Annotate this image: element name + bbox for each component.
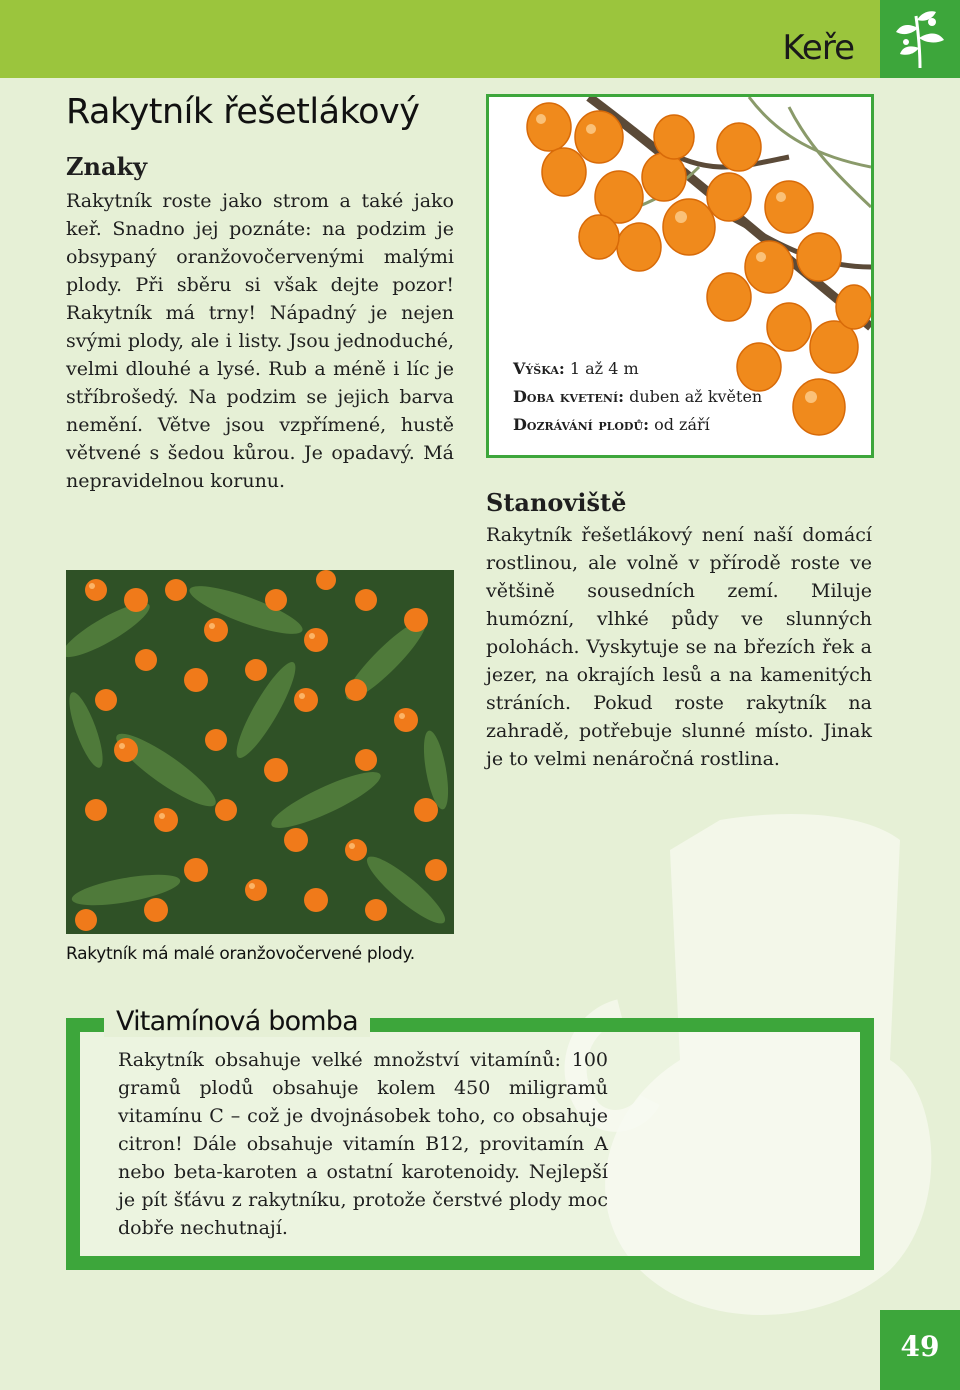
fact-ripen-value: od září [654,415,710,434]
berry-bush-illustration [66,570,454,934]
habitat-section [486,488,872,773]
habitat-heading: Stanoviště [486,488,627,517]
fact-bloom [513,383,762,411]
section-title: Keře [782,28,854,68]
fact-bloom-label: Doba kvetení: [513,387,625,406]
vitamin-title: Vitamínová bomba [104,1006,370,1037]
signs-text: Rakytník roste jako strom a také jako keř. Snadno jej poznáte: na podzim je obsypaný oranžovočervenými malými plody. Při sběru si však dejte pozor! Rakytník má trny! Nápadný je nejen svými plody, ale i listy. Jsou jednoduché, velmi dlouhé a lysé. Rub a méně i líc je stříbrošedý. Na podzim se jejich barva nemění. Větve jsou vzpřímené, hustě větvené s šedou kůrou. Je opadavý. Má nepravidelnou korunu. [66,190,454,492]
leafy-sprig-icon [892,8,948,70]
signs-section [66,152,454,495]
photo-caption: Rakytník má malé oranžovočervené plody. [66,944,415,964]
fact-height-value: 1 až 4 m [569,359,639,378]
berry-branch-photo [486,94,874,458]
page-title: Rakytník řešetlákový [66,92,420,132]
header-bar [0,0,880,78]
fact-bloom-value: duben až květen [629,387,763,406]
berry-bush-photo [66,570,454,934]
plant-facts [513,355,762,439]
vitamin-text: Rakytník obsahuje velké množství vitamínů: 100 gramů plodů obsahuje kolem 450 miligramů vitamínu C – což je dvojnásobek toho, co obsahuje citron! Dále obsahuje vitamín B12, provitamín A nebo beta-karoten a ostatní karotenoidy. Nejlepší je pít šťávu z rakytníku, protože čerstvé plody moc dobře nechutnají. [118,1049,608,1239]
fact-height-label: Výška: [513,359,565,378]
page-number-box [880,1310,960,1390]
header-corner-box [880,0,960,78]
habitat-text: Rakytník řešetlákový není naší domácí rostlinou, ale volně v přírodě roste ve většině sousedních zemí. Miluje humózní, vlhké půdy ve slunných polohách. Vyskytuje se na březích řek a jezer, na okrajích lesů a na kamenitých stráních. Pokud roste rakytník na zahradě, potřebuje slunné místo. Jinak je to velmi nenáročná rostlina. [486,524,872,770]
fact-ripen-label: Dozrávání plodů: [513,415,649,434]
fact-height [513,355,762,383]
signs-heading: Znaky [66,152,148,181]
fact-ripen [513,411,762,439]
page-number: 49 [900,1330,940,1363]
